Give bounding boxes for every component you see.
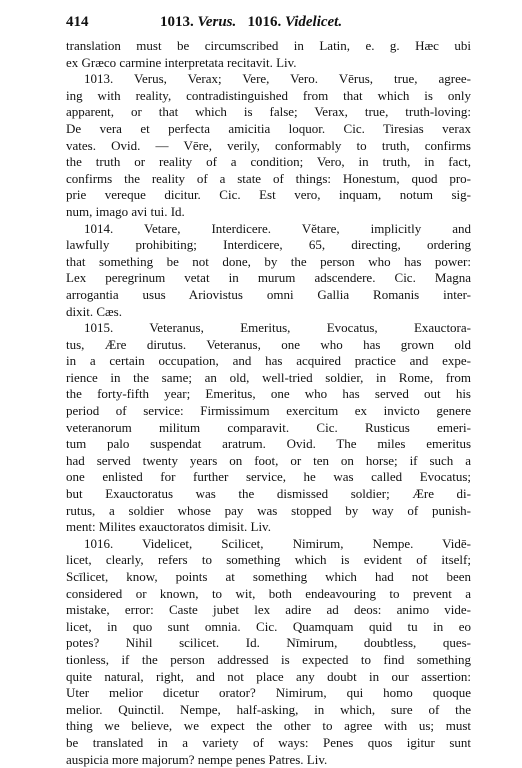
text-line: ex Græco carmine interpretata recitavit. Liv. (66, 54, 297, 70)
title-word-2: Videlicet. (285, 14, 343, 30)
title-number-2: 1016. (247, 14, 282, 30)
page-body (66, 38, 471, 768)
text-line: lawfully prohibiting; Interdicere, 65, directing, ordering (66, 237, 471, 253)
text-line: thing we believe, we expect the other to agree with us; must (66, 718, 471, 734)
text-line: veteranorum militum comparavit. Cic. Rusticus emeri- (66, 419, 471, 435)
text-line: in a certain occupation, and has acquired practice and expe- (66, 353, 471, 369)
title-number-1: 1013. (160, 14, 194, 30)
text-line: licet, in quo sunt omnia. Cic. Quamquam quid tu in eo (66, 618, 471, 634)
text-line: mistake, error: Caste jubet lex adire ad deos: animo vide- (66, 602, 471, 618)
title-word-1: Verus. (197, 14, 237, 30)
text-line: had served twenty years on foot, or ten on horse; if such a (66, 452, 471, 468)
text-line: num, imago avi tui. Id. (66, 203, 185, 219)
text-line: dixit. Cæs. (66, 303, 122, 319)
entry-heading-1014: 1014. Vetare, Interdicere. Vĕtare, implicitly and (84, 220, 471, 236)
text-line: apparent, or that which is false; Verax, true, truth-loving: (66, 104, 471, 120)
text-line: licet, clearly, refers to something which is evident of itself; (66, 552, 471, 568)
text-line: considered or known, to wit, both endeavouring to prevent a (66, 585, 471, 601)
text-line: ment: Milites exauctoratos dimisit. Liv. (66, 519, 271, 535)
text-line: the forty-fifth year; Emeritus, one who has served out his (66, 386, 471, 402)
text-line: melior. Quinctil. Nempe, half-asking, in which, sure of the (66, 701, 471, 717)
text-line: prie vereque dicitur. Cic. Est vero, inquam, notum sig- (66, 187, 471, 203)
text-line: vates. Ovid. — Vēre, verily, conformably to truth, confirms (66, 137, 471, 153)
text-line: rutus, a soldier whose pay was stopped by way of punish- (66, 502, 471, 518)
text-line: confirms the reality of a state of things: Honestum, quod pro- (66, 170, 471, 186)
entry-heading-1015: 1015. Veteranus, Emeritus, Evocatus, Exauctora- (84, 320, 471, 336)
text-line: ing with reality, contradistinguished from that which is only (66, 87, 471, 103)
text-line: arrogantia usus Ariovistus omni Gallia Romanis inter- (66, 286, 471, 302)
text-line: the truth or reality of a condition; Vero, in truth, in fact, (66, 154, 471, 170)
text-line: rience in the same; an old, well-tried soldier, in Rome, from (66, 369, 471, 385)
text-line: quite natural, right, and not place any doubt in our assertion: (66, 668, 471, 684)
entry-heading-1013: 1013. Verus, Verax; Vere, Vero. Vērus, true, agree- (84, 71, 471, 87)
text-line: tus, Ære dirutus. Veteranus, one who has grown old (66, 336, 471, 352)
text-line: auspicia more majorum? nempe penes Patres. Liv. (66, 751, 328, 767)
book-page (66, 12, 471, 767)
text-line: Scīlicet, know, points at something which had not been (66, 569, 471, 584)
entry-heading-1016: 1016. Videlicet, Scilicet, Nimirum, Nempe. Vidē- (84, 535, 471, 551)
text-line: one enlisted for further service, he was called Evocatus; (66, 469, 471, 485)
text-line: that something be not done, by the person who has power: (66, 253, 471, 269)
text-line: tionless, if the person addressed is expected to find something (66, 651, 471, 667)
running-header (66, 12, 471, 34)
text-line: translation must be circumscribed in Latin, e. g. Hæc ubi (66, 38, 471, 53)
text-line: Uter melior dicetur orator? Nimirum, qui homo quoque (66, 685, 471, 701)
text-line: be translated in a variety of ways: Penes quos igitur sunt (66, 734, 471, 750)
page-number: 414 (66, 14, 89, 30)
text-line: De vera et perfecta amicitia loquor. Cic. Tiresias verax (66, 120, 471, 136)
text-line: period of service: Firmissimum exercitum ex invicto genere (66, 403, 471, 419)
text-line: Lex peregrinum vetat in murum adscendere. Cic. Magna (66, 270, 471, 286)
running-title (160, 14, 342, 31)
text-line: tum palo suspendat aratrum. Ovid. The miles emeritus (66, 436, 471, 452)
text-line: but Exauctoratus was the dismissed soldier; Ære di- (66, 486, 471, 502)
text-line: potes? Nihil scilicet. Id. Nīmirum, doubtless, ques- (66, 635, 471, 651)
